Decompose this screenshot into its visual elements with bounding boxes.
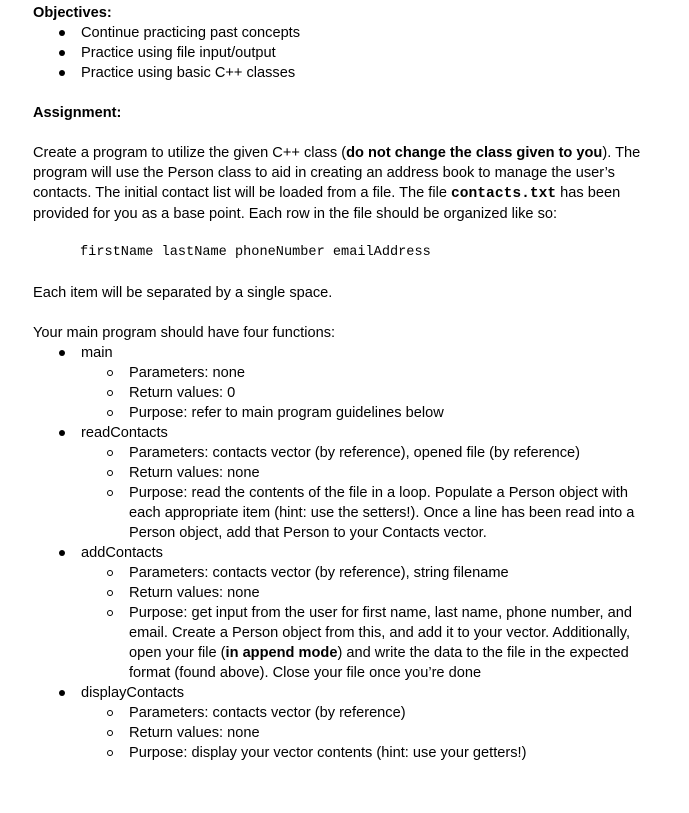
functions-intro: Your main program should have four functions:: [33, 325, 336, 341]
purpose-text: ) and write the data to the file in the expected format (found above). Close your file once you’re done: [129, 645, 629, 681]
purpose-bold-text: in append mode: [225, 645, 338, 661]
function-name: main: [33, 343, 653, 363]
function-params: Parameters: none: [33, 363, 653, 383]
purpose-text: Purpose: get input from the user for first name, last name, phone number, and email. Create a Person object from this, and add it to your vector. Additionally, open your file (: [129, 605, 632, 661]
objective-item: Practice using file input/output: [33, 43, 653, 63]
assignment-paragraph: [33, 143, 653, 224]
assignment-bold-text: do not change the class given to you: [346, 145, 603, 161]
separator-note: Each item will be separated by a single space.: [33, 285, 333, 301]
assignment-text: has been provided for you as a base point. Each row in the file should be organized like so:: [33, 185, 621, 222]
function-returns: Return values: none: [33, 583, 653, 603]
function-params: Parameters: contacts vector (by reference), opened file (by reference): [33, 443, 653, 463]
function-returns: Return values: 0: [33, 383, 653, 403]
function-returns: Return values: none: [33, 723, 653, 743]
function-purpose: Purpose: refer to main program guidelines below: [33, 403, 653, 423]
function-name: readContacts: [33, 423, 653, 443]
objectives-list: [33, 23, 653, 83]
objectives-heading: Objectives:: [33, 5, 112, 21]
objective-item: Continue practicing past concepts: [33, 23, 653, 43]
assignment-text: ). The program will use the Person class to aid in creating an address book to manage the user’s contacts. The initial contact list will be loaded from a file. The file: [33, 145, 641, 201]
function-returns: Return values: none: [33, 463, 653, 483]
functions-list: [33, 343, 653, 763]
assignment-heading: Assignment:: [33, 105, 122, 121]
function-params: Parameters: contacts vector (by reference): [33, 703, 653, 723]
function-purpose: Purpose: display your vector contents (hint: use your getters!): [33, 743, 653, 763]
file-format-code: firstName lastName phoneNumber emailAddress: [80, 245, 431, 260]
function-name: addContacts: [33, 543, 653, 563]
assignment-text: Create a program to utilize the given C++ class (: [33, 145, 347, 161]
function-name: displayContacts: [33, 683, 653, 703]
function-params: Parameters: contacts vector (by reference), string filename: [33, 563, 653, 583]
filename-code: contacts.txt: [451, 186, 557, 202]
function-purpose: Purpose: read the contents of the file in a loop. Populate a Person object with each appropriate item (hint: use the setters!). Once a line has been read into a Person object, add that Person to your Contacts vector.: [33, 483, 653, 543]
function-purpose: [33, 603, 653, 683]
objective-item: Practice using basic C++ classes: [33, 63, 653, 83]
